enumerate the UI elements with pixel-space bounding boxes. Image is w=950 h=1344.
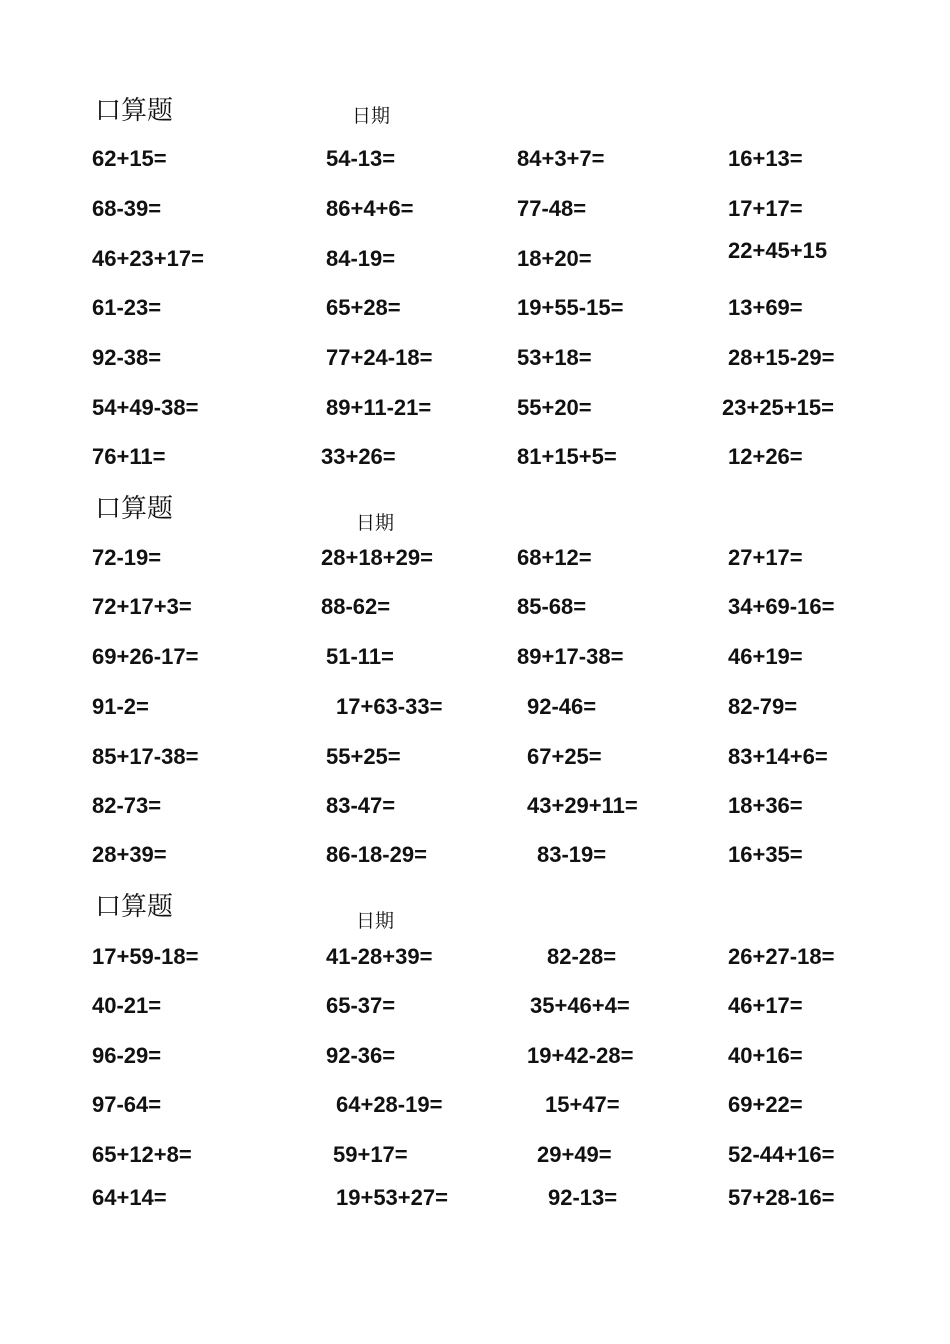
arithmetic-problem: 65+28=	[326, 295, 401, 320]
arithmetic-problem: 55+25=	[326, 744, 401, 769]
arithmetic-problem: 92-38=	[92, 345, 162, 370]
arithmetic-problem: 22+45+15	[728, 238, 828, 263]
arithmetic-problem: 35+46+4=	[530, 993, 630, 1018]
arithmetic-problem: 82-28=	[547, 944, 617, 969]
arithmetic-problem: 27+17=	[728, 545, 803, 570]
date-label: 日期	[356, 512, 395, 534]
arithmetic-problem: 19+53+27=	[336, 1185, 448, 1210]
arithmetic-problem: 62+15=	[92, 146, 167, 171]
arithmetic-problem: 88-62=	[321, 594, 391, 619]
arithmetic-problem: 91-2=	[92, 694, 149, 719]
arithmetic-problem: 29+49=	[537, 1142, 612, 1167]
arithmetic-problem: 76+11=	[92, 444, 166, 469]
arithmetic-problem: 83+14+6=	[728, 744, 828, 769]
arithmetic-problem: 68+12=	[517, 545, 592, 570]
section-title: 口算题	[95, 494, 174, 524]
arithmetic-problem: 69+26-17=	[92, 644, 199, 669]
arithmetic-problem: 92-13=	[548, 1185, 618, 1210]
arithmetic-problem: 83-19=	[537, 842, 607, 867]
date-label: 日期	[356, 910, 395, 932]
arithmetic-problem: 85-68=	[517, 594, 587, 619]
arithmetic-problem: 65-37=	[326, 993, 396, 1018]
arithmetic-problem: 82-79=	[728, 694, 798, 719]
arithmetic-problem: 28+15-29=	[728, 345, 835, 370]
arithmetic-problem: 68-39=	[92, 196, 162, 221]
arithmetic-problem: 89+17-38=	[517, 644, 624, 669]
arithmetic-problem: 41-28+39=	[326, 944, 433, 969]
arithmetic-problem: 23+25+15=	[722, 395, 834, 420]
date-label: 日期	[352, 105, 391, 127]
section-title: 口算题	[95, 892, 174, 922]
arithmetic-problem: 40-21=	[92, 993, 162, 1018]
arithmetic-problem: 18+36=	[728, 793, 803, 818]
arithmetic-problem: 67+25=	[527, 744, 602, 769]
arithmetic-problem: 33+26=	[321, 444, 396, 469]
arithmetic-problem: 81+15+5=	[517, 444, 617, 469]
arithmetic-problem: 17+17=	[728, 196, 803, 221]
arithmetic-problem: 77+24-18=	[326, 345, 433, 370]
arithmetic-problem: 97-64=	[92, 1092, 162, 1117]
arithmetic-problem: 89+11-21=	[326, 395, 432, 420]
arithmetic-problem: 28+39=	[92, 842, 167, 867]
arithmetic-problem: 13+69=	[728, 295, 803, 320]
arithmetic-problem: 72+17+3=	[92, 594, 192, 619]
arithmetic-problem: 92-36=	[326, 1043, 396, 1068]
arithmetic-problem: 83-47=	[326, 793, 396, 818]
arithmetic-problem: 53+18=	[517, 345, 592, 370]
arithmetic-problem: 92-46=	[527, 694, 597, 719]
arithmetic-problem: 57+28-16=	[728, 1185, 835, 1210]
arithmetic-problem: 40+16=	[728, 1043, 803, 1068]
arithmetic-problem: 64+14=	[92, 1185, 167, 1210]
arithmetic-problem: 72-19=	[92, 545, 162, 570]
arithmetic-problem: 86-18-29=	[326, 842, 427, 867]
arithmetic-problem: 61-23=	[92, 295, 162, 320]
arithmetic-problem: 84+3+7=	[517, 146, 605, 171]
arithmetic-problem: 26+27-18=	[728, 944, 835, 969]
arithmetic-problem: 16+35=	[728, 842, 803, 867]
arithmetic-problem: 77-48=	[517, 196, 587, 221]
arithmetic-problem: 55+20=	[517, 395, 592, 420]
arithmetic-problem: 19+42-28=	[527, 1043, 634, 1068]
arithmetic-problem: 85+17-38=	[92, 744, 199, 769]
arithmetic-problem: 17+59-18=	[92, 944, 199, 969]
arithmetic-problem: 46+19=	[728, 644, 803, 669]
section-title: 口算题	[95, 96, 174, 126]
arithmetic-problem: 69+22=	[728, 1092, 803, 1117]
arithmetic-problem: 17+63-33=	[336, 694, 443, 719]
arithmetic-problem: 54+49-38=	[92, 395, 199, 420]
arithmetic-problem: 65+12+8=	[92, 1142, 192, 1167]
arithmetic-problem: 46+23+17=	[92, 246, 204, 271]
arithmetic-problem: 96-29=	[92, 1043, 162, 1068]
arithmetic-problem: 34+69-16=	[728, 594, 835, 619]
arithmetic-problem: 18+20=	[517, 246, 592, 271]
arithmetic-problem: 51-11=	[326, 644, 394, 669]
arithmetic-problem: 12+26=	[728, 444, 803, 469]
arithmetic-problem: 15+47=	[545, 1092, 620, 1117]
arithmetic-problem: 86+4+6=	[326, 196, 414, 221]
arithmetic-problem: 19+55-15=	[517, 295, 624, 320]
arithmetic-problem: 64+28-19=	[336, 1092, 443, 1117]
arithmetic-problem: 46+17=	[728, 993, 803, 1018]
arithmetic-problem: 82-73=	[92, 793, 162, 818]
arithmetic-problem: 54-13=	[326, 146, 396, 171]
arithmetic-problem: 28+18+29=	[321, 545, 433, 570]
arithmetic-problem: 43+29+11=	[527, 793, 638, 818]
arithmetic-problem: 84-19=	[326, 246, 396, 271]
arithmetic-problem: 52-44+16=	[728, 1142, 835, 1167]
arithmetic-problem: 16+13=	[728, 146, 803, 171]
arithmetic-problem: 59+17=	[333, 1142, 408, 1167]
